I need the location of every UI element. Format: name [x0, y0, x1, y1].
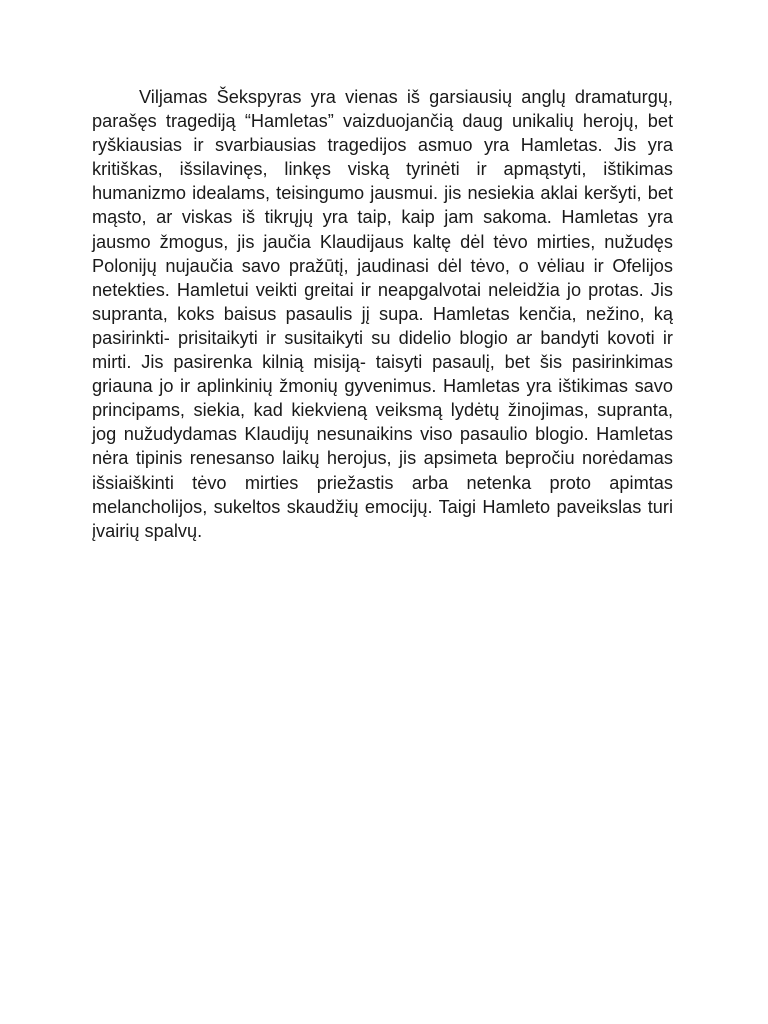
essay-paragraph: Viljamas Šekspyras yra vienas iš garsiausių anglų dramaturgų, parašęs tragediją “Hamletas” vaizduojančią daug unikalių herojų, bet ryškiausias ir svarbiausias tragedijos asmuo yra Hamletas. Jis yra kritiškas, išsilavinęs, linkęs viską tyrinėti ir apmąstyti, ištikimas humanizmo idealams, teisingumo jausmui. jis nesiekia aklai keršyti, bet mąsto, ar viskas iš tikrųjų yra taip, kaip jam sakoma. Hamletas yra jausmo žmogus, jis jaučia Klaudijaus kaltę dėl tėvo mirties, nužudęs Polonijų nujaučia savo pražūtį, jaudinasi dėl tėvo, o vėliau ir Ofelijos netekties. Hamletui veikti greitai ir neapgalvotai neleidžia jo protas. Jis supranta, koks baisus pasaulis jį supa. Hamletas kenčia, nežino, ką pasirinkti- prisitaikyti ir susitaikyti su didelio blogio ar bandyti kovoti ir mirti. Jis pasirenka kilnią misiją- taisyti pasaulį, bet šis pasirinkimas griauna jo ir aplinkinių žmonių gyvenimus. Hamletas yra ištikimas savo principams, siekia, kad kiekvieną veiksmą lydėtų žinojimas, supranta, jog nužudydamas Klaudijų nesunaikins viso pasaulio blogio. Hamletas nėra tipinis renesanso laikų herojus, jis apsimeta bepročiu norėdamas išsiaiškinti tėvo mirties priežastis arba netenka proto apimtas melancholijos, sukeltos skaudžių emocijų. Taigi Hamleto paveikslas turi įvairių spalvų.	[92, 87, 673, 541]
